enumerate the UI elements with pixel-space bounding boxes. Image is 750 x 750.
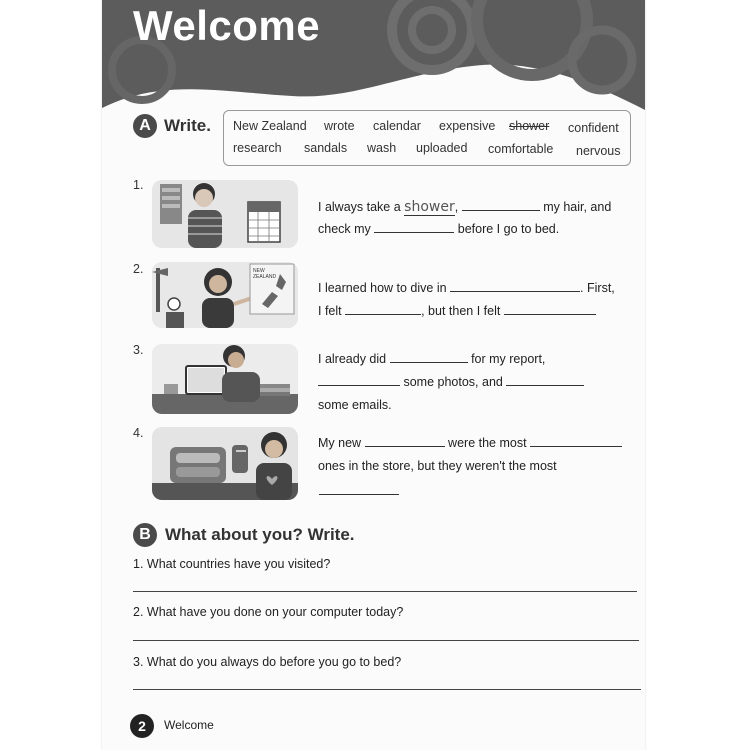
text: I learned how to dive in	[318, 281, 447, 295]
word-bank-item: uploaded	[416, 141, 468, 155]
exercise-1-line-1	[318, 199, 611, 215]
word-bank-item: confident	[568, 121, 619, 135]
answer-blank[interactable]	[462, 209, 540, 211]
word-bank-item-used: shower	[509, 119, 550, 133]
answer-blank[interactable]	[374, 231, 454, 233]
word-bank-item: comfortable	[488, 142, 554, 156]
section-a-badge: A	[133, 114, 157, 138]
answer-line[interactable]	[133, 591, 637, 592]
exercise-4-line-2: ones in the store, but they weren't the most	[318, 459, 557, 473]
word-bank-item: research	[233, 141, 282, 155]
text: . First,	[580, 281, 615, 295]
text: my hair, and	[543, 200, 612, 214]
exercise-number: 1.	[133, 178, 144, 192]
text: ,	[454, 200, 459, 214]
word-bank-item: wash	[367, 141, 397, 155]
answer-blank[interactable]	[318, 384, 400, 386]
question-3: 3. What do you always do before you go to bed?	[133, 655, 402, 669]
text: I always take a	[318, 200, 401, 214]
exercise-2-line-2	[318, 304, 596, 318]
word-bank-item: sandals	[304, 141, 348, 155]
exercise-3-line-2	[318, 375, 584, 389]
exercise-1-line-2	[318, 222, 559, 236]
text: My new	[318, 436, 362, 450]
section-b-title: What about you? Write.	[165, 525, 355, 544]
svg-text:NEW: NEW	[253, 268, 265, 274]
exercise-2-line-1	[318, 281, 615, 295]
exercise-number: 3.	[133, 343, 144, 357]
answer-line[interactable]	[133, 689, 641, 690]
exercise-4-line-1	[318, 436, 622, 450]
text: were the most	[448, 436, 527, 450]
text: for my report,	[471, 352, 546, 366]
example-answer: shower	[404, 199, 455, 215]
word-bank	[223, 110, 631, 166]
illustration-boy-computer	[152, 344, 298, 414]
illustration-girl-sandals	[152, 427, 298, 500]
answer-blank[interactable]	[506, 384, 584, 386]
exercise-3-line-1	[318, 352, 545, 366]
text: before I go to bed.	[457, 222, 560, 236]
question-1: 1. What countries have you visited?	[133, 557, 331, 571]
text: , but then I felt	[421, 304, 501, 318]
answer-blank[interactable]	[390, 361, 468, 363]
word-bank-item: wrote	[324, 119, 355, 133]
answer-blank[interactable]	[504, 313, 596, 315]
word-bank-item: calendar	[373, 119, 421, 133]
svg-text:ZEALAND: ZEALAND	[253, 274, 277, 280]
answer-blank[interactable]	[319, 493, 399, 495]
page-number-badge: 2	[130, 714, 154, 738]
text: some photos, and	[403, 375, 503, 389]
text: I felt	[318, 304, 342, 318]
word-bank-item: nervous	[576, 144, 621, 158]
section-a-title: Write.	[164, 116, 211, 135]
answer-blank[interactable]	[450, 290, 580, 292]
answer-blank[interactable]	[530, 445, 622, 447]
answer-blank[interactable]	[345, 313, 421, 315]
exercise-number: 2.	[133, 262, 144, 276]
question-2: 2. What have you done on your computer today?	[133, 605, 404, 619]
illustration-boy-calendar	[152, 180, 298, 248]
exercise-3-line-3: some emails.	[318, 398, 392, 412]
text: check my	[318, 222, 371, 236]
text: I already did	[318, 352, 387, 366]
footer-label: Welcome	[164, 718, 214, 732]
exercise-number: 4.	[133, 426, 144, 440]
workbook-page	[102, 0, 645, 750]
word-bank-item: New Zealand	[233, 119, 307, 133]
answer-line[interactable]	[133, 640, 639, 641]
section-b-badge: B	[133, 523, 157, 547]
page-title: Welcome	[133, 2, 321, 49]
word-bank-item: expensive	[439, 119, 496, 133]
illustration-girl-map	[152, 262, 298, 328]
answer-blank[interactable]	[365, 445, 445, 447]
